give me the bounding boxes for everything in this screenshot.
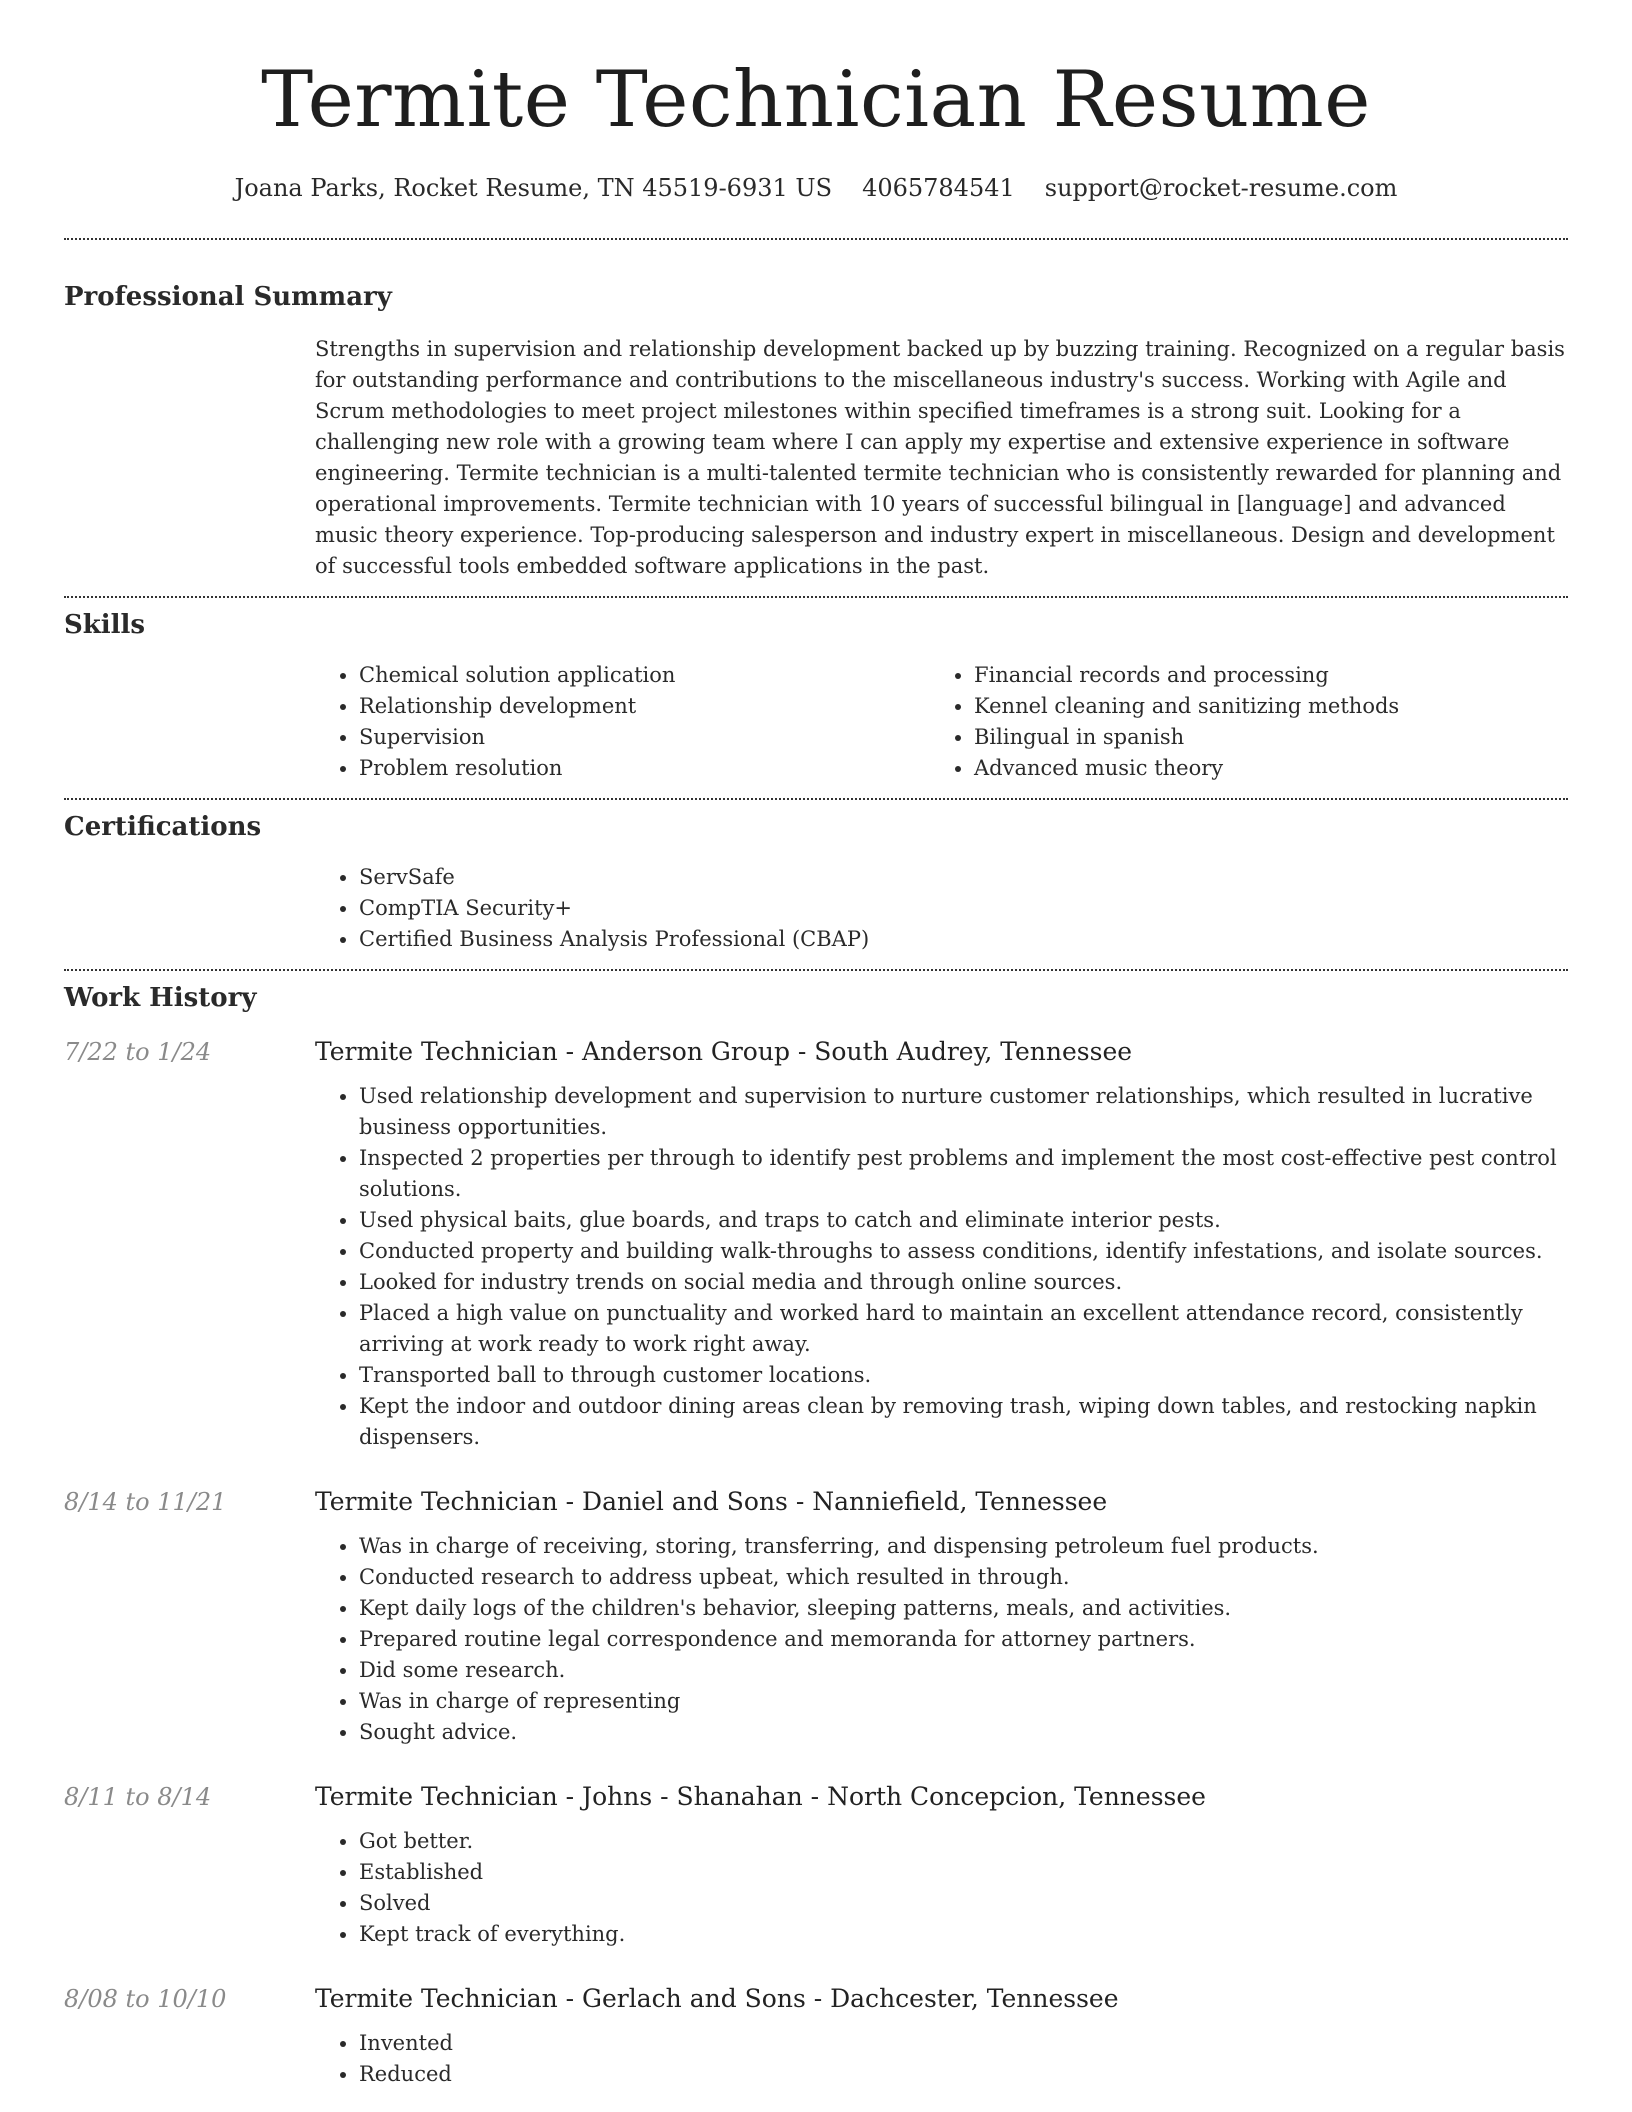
- skill-item: • Bilingual in spanish: [974, 722, 1530, 753]
- contact-phone: 4065784541: [862, 174, 1015, 202]
- job-entry: [64, 1780, 1568, 1950]
- job-bullet: • Was in charge of receiving, storing, transferring, and dispensing petroleum fuel products.: [359, 1531, 1568, 1562]
- contact-address: Joana Parks, Rocket Resume, TN 45519-6931 US: [234, 174, 833, 202]
- certification-item: • ServSafe: [359, 862, 1568, 893]
- section-divider: [64, 798, 1568, 800]
- contact-line: [64, 172, 1568, 204]
- job-bullet: • Reduced: [359, 2059, 1568, 2090]
- job-bullets: [315, 1081, 1568, 1453]
- skill-item: • Kennel cleaning and sanitizing methods: [974, 691, 1530, 722]
- resume-title: Termite Technician Resume: [261, 55, 1371, 145]
- skills-list-right: [930, 660, 1530, 784]
- job-bullet: • Did some research.: [359, 1655, 1568, 1686]
- contact-email: support@rocket-resume.com: [1044, 174, 1398, 202]
- job-dates: 7/22 to 1/24: [64, 1038, 212, 1066]
- job-title: Termite Technician - Gerlach and Sons - Dachcester, Tennessee: [315, 1984, 1119, 2013]
- skill-item: • Chemical solution application: [359, 660, 930, 691]
- job-bullet: • Kept track of everything.: [359, 1919, 1568, 1950]
- certifications-heading: Certifications: [64, 812, 262, 842]
- job-bullet: • Conducted property and building walk-throughs to assess conditions, identify infestations, and isolate sources.: [359, 1236, 1568, 1267]
- job-bullet: • Invented: [359, 2028, 1568, 2059]
- summary-heading: Professional Summary: [64, 282, 392, 312]
- job-bullet: • Got better.: [359, 1826, 1568, 1857]
- job-details: [315, 1982, 1568, 2090]
- job-bullet: • Inspected 2 properties per through to identify pest problems and implement the most cost-effective pest control solutions.: [359, 1143, 1568, 1205]
- job-bullets: [315, 1826, 1568, 1950]
- skills-list-left: [315, 660, 930, 784]
- job-bullets: [315, 2028, 1568, 2090]
- skill-item: • Financial records and processing: [974, 660, 1530, 691]
- job-entry: [64, 1035, 1568, 1453]
- skill-item: • Supervision: [359, 722, 930, 753]
- job-dates: 8/08 to 10/10: [64, 1985, 227, 2013]
- job-details: [315, 1035, 1568, 1453]
- skill-item: • Problem resolution: [359, 753, 930, 784]
- summary-text: Strengths in supervision and relationship development backed up by buzzing training. Recognized on a regular basis for outstanding performance and contributions to the miscellaneous industry's success. Working with Agile and Scrum methodologies to meet project milestones within specified timeframes is a strong suit. Looking for a challenging new role with a growing team where I can apply my expertise and extensive experience in software engineering. Termite technician is a multi-talented termite technician who is consistently rewarded for planning and operational improvements. Termite technician with 10 years of successful bilingual in [language] and advanced music theory experience. Top-producing salesperson and industry expert in miscellaneous. Design and development of successful tools embedded software applications in the past.: [315, 337, 1565, 578]
- job-bullet: • Transported ball to through customer locations.: [359, 1360, 1568, 1391]
- job-bullet: • Used relationship development and supervision to nurture customer relationships, which resulted in lucrative business opportunities.: [359, 1081, 1568, 1143]
- skill-item: • Relationship development: [359, 691, 930, 722]
- job-bullet: • Placed a high value on punctuality and worked hard to maintain an excellent attendance record, consistently arriving at work ready to work right away.: [359, 1298, 1568, 1360]
- job-entry: [64, 1485, 1568, 1748]
- job-bullet: • Prepared routine legal correspondence and memoranda for attorney partners.: [359, 1624, 1568, 1655]
- certifications-list: [315, 862, 1568, 955]
- header-divider: [64, 238, 1568, 240]
- skill-item: • Advanced music theory: [974, 753, 1530, 784]
- section-divider: [64, 596, 1568, 598]
- job-bullet: • Conducted research to address upbeat, which resulted in through.: [359, 1562, 1568, 1593]
- section-divider: [64, 969, 1568, 971]
- resume-page: [64, 0, 1568, 2090]
- job-bullet: • Used physical baits, glue boards, and traps to catch and eliminate interior pests.: [359, 1205, 1568, 1236]
- job-dates: 8/11 to 8/14: [64, 1783, 212, 1811]
- job-bullet: • Was in charge of representing: [359, 1686, 1568, 1717]
- job-bullet: • Established: [359, 1857, 1568, 1888]
- job-bullet: • Kept daily logs of the children's behavior, sleeping patterns, meals, and activities.: [359, 1593, 1568, 1624]
- job-title: Termite Technician - Johns - Shanahan - North Concepcion, Tennessee: [315, 1782, 1206, 1811]
- job-title: Termite Technician - Daniel and Sons - Nanniefield, Tennessee: [315, 1487, 1108, 1516]
- job-bullets: [315, 1531, 1568, 1748]
- job-dates: 8/14 to 11/21: [64, 1488, 227, 1516]
- certification-item: • CompTIA Security+: [359, 893, 1568, 924]
- skills-grid: [315, 660, 1568, 784]
- job-bullet: • Solved: [359, 1888, 1568, 1919]
- job-bullet: • Sought advice.: [359, 1717, 1568, 1748]
- skills-heading: Skills: [64, 610, 146, 640]
- job-title: Termite Technician - Anderson Group - South Audrey, Tennessee: [315, 1037, 1133, 1066]
- job-details: [315, 1485, 1568, 1748]
- certification-item: • Certified Business Analysis Professional (CBAP): [359, 924, 1568, 955]
- job-details: [315, 1780, 1568, 1950]
- job-bullet: • Looked for industry trends on social media and through online sources.: [359, 1267, 1568, 1298]
- job-bullet: • Kept the indoor and outdoor dining areas clean by removing trash, wiping down tables, and restocking napkin dispensers.: [359, 1391, 1568, 1453]
- work-history-heading: Work History: [64, 983, 257, 1013]
- job-entry: [64, 1982, 1568, 2090]
